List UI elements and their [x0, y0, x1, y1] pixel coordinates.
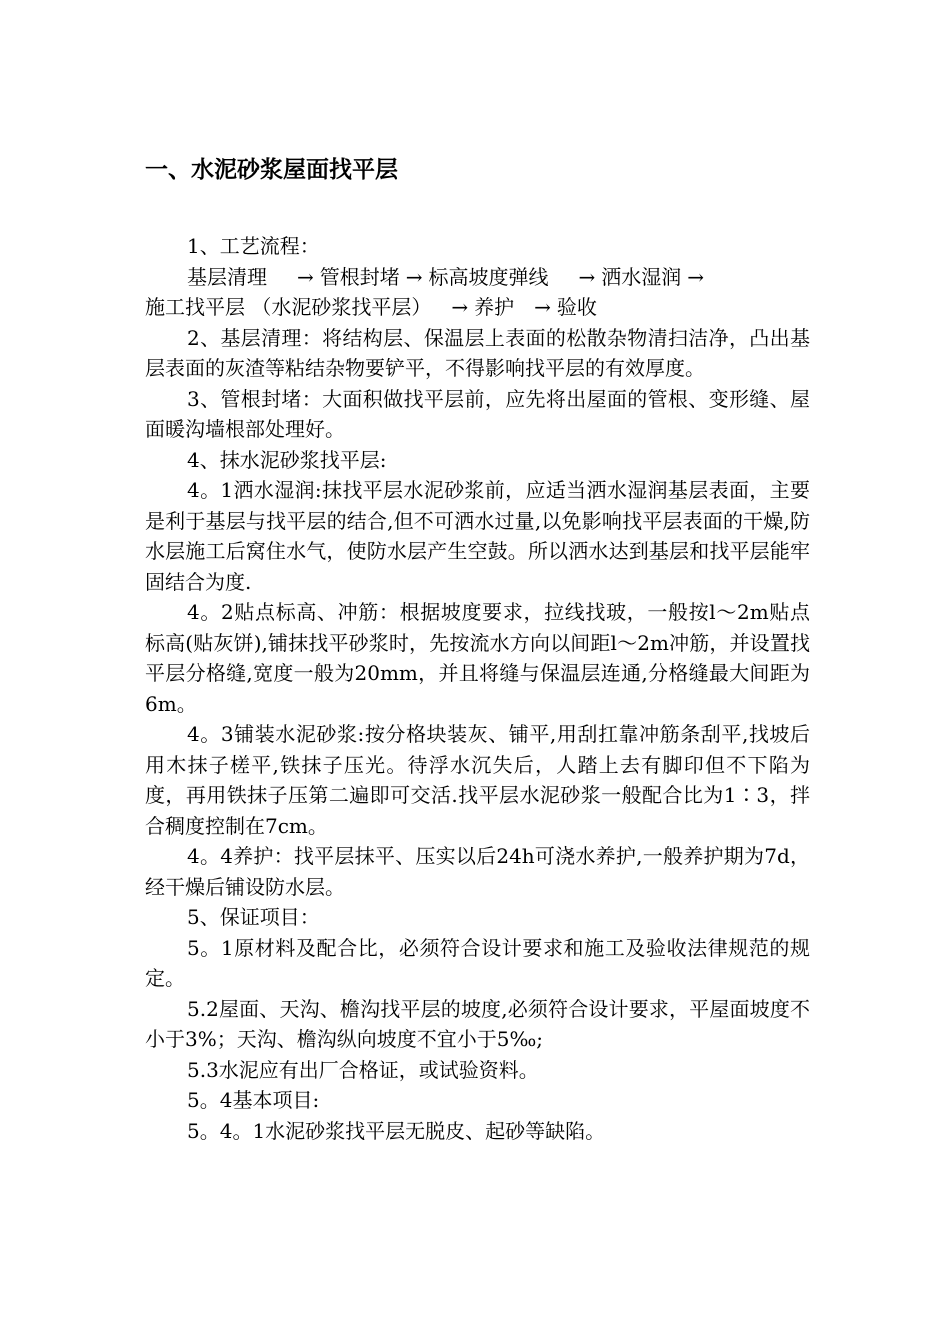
flow-step-base-cleaning: 基层清理 [187, 264, 267, 289]
paragraph-curing: 4。4养护：找平层抹平、压实以后24h可浇水养护,一般养护期为7d，经干燥后铺设防水层。 [145, 844, 810, 899]
paragraph-slope: 5.2屋面、天沟、檐沟找平层的坡度,必须符合设计要求，平屋面坡度不小于3%；天沟、檐沟纵向坡度不宜小于5‰; [145, 996, 810, 1051]
flow-step-pipe-sealing: 管根封堵 [319, 264, 400, 289]
flow-arrow-icon: → [578, 264, 596, 289]
document-heading: 一、水泥砂浆屋面找平层 [145, 157, 398, 183]
paragraph-mortar-laying: 4。3铺装水泥砂浆:按分格块装灰、铺平,用刮扛靠冲筋条刮平,找坡后用木抹子槎平,铁抹子压光。待浮水沉失后，人踏上去有脚印但不下陷为度，再用铁抹子压第二遍即可交活.找平层水泥砂浆一般配合比为1∶3，拌合稠度控制在7cm。 [145, 722, 810, 838]
process-flow [145, 262, 810, 323]
process-flow-line-1 [145, 262, 810, 293]
document-body [145, 231, 810, 1146]
flow-arrow-icon: → [534, 295, 551, 319]
flow-step-acceptance: 验收 [556, 295, 597, 319]
paragraph-guarantee-items: 5、保证项目： [187, 905, 320, 929]
process-flow-line-2 [145, 292, 810, 323]
paragraph-basic-items: 5。4基本项目: [187, 1088, 320, 1112]
flow-arrow-icon: → [687, 264, 705, 289]
flow-step-leveling-layer: 施工找平层 （水泥砂浆找平层） [145, 295, 432, 319]
flow-step-curing: 养护 [474, 295, 515, 319]
paragraph-elevation-points: 4。2贴点标高、冲筋：根据坡度要求，拉线找玻，一般按l～2m贴点标高(贴灰饼),铺抹找平砂浆时，先按流水方向以间距l～2m冲筋，并设置找平层分格缝,宽度一般为20mm，并且将缝与保温层连通,分格缝最大间距为6m。 [145, 600, 810, 716]
paragraph-no-defects: 5。4。1水泥砂浆找平层无脱皮、起砂等缺陷。 [187, 1118, 606, 1143]
paragraph-wetting: 4。1洒水湿润:抹找平层水泥砂浆前，应适当洒水湿润基层表面，主要是利于基层与找平层的结合,但不可洒水过量,以免影响找平层表面的干燥,防水层施工后窝住水气，使防水层产生空鼓。所以洒水达到基层和找平层能牢固结合为度. [145, 478, 810, 594]
paragraph-cement-certificate: 5.3水泥应有出厂合格证，或试验资料。 [187, 1057, 539, 1082]
flow-step-elevation-line: 标高坡度弹线 [428, 264, 549, 289]
flow-arrow-icon: → [297, 264, 314, 289]
paragraph-pipe-sealing: 3、管根封堵：大面积做找平层前，应先将出屋面的管根、变形缝、屋面暖沟墙根部处理好。 [145, 386, 810, 441]
paragraph-mortar-leveling: 4、抹水泥砂浆找平层: [187, 447, 387, 472]
flow-arrow-icon: → [451, 295, 469, 319]
flow-arrow-icon: → [405, 264, 423, 289]
section-process-title: 1、工艺流程： [187, 234, 320, 258]
paragraph-base-cleaning: 2、基层清理：将结构层、保温层上表面的松散杂物清扫洁净，凸出基层表面的灰渣等粘结杂物要铲平，不得影响找平层的有效厚度。 [145, 325, 810, 380]
flow-step-wetting: 洒水湿润 [601, 264, 682, 289]
paragraph-raw-materials: 5。1原材料及配合比，必须符合设计要求和施工及验收法律规范的规定。 [145, 935, 810, 990]
